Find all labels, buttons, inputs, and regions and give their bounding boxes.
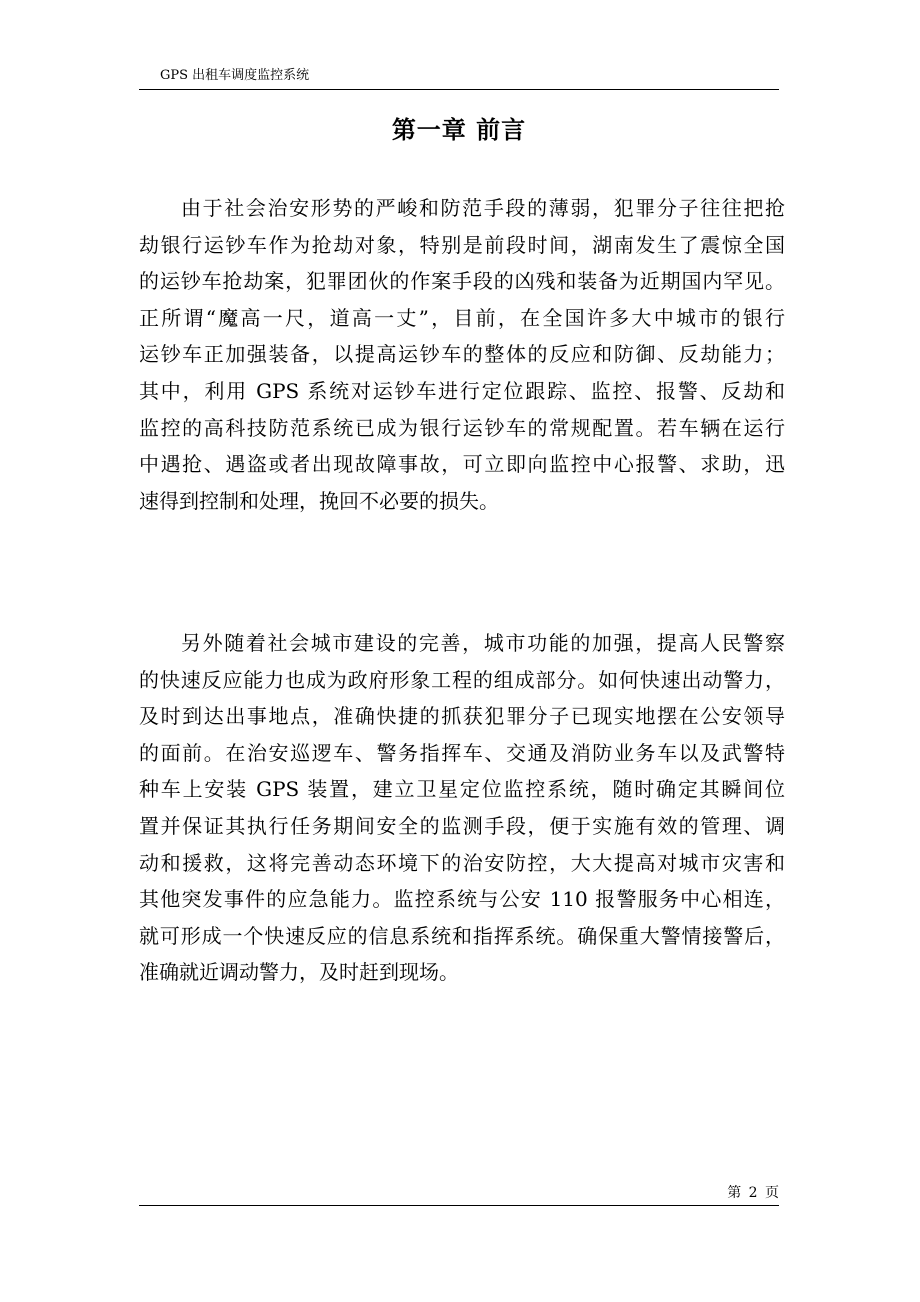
paragraph-line: 其他突发事件的应急能力。监控系统与公安 110 报警服务中心相连，: [139, 887, 785, 912]
paragraph-line: 的运钞车抢劫案，犯罪团伙的作案手段的凶残和装备为近期国内罕见。: [139, 269, 785, 294]
paragraph-line: 置并保证其执行任务期间安全的监测手段，便于实施有效的管理、调: [139, 813, 785, 838]
paragraph-line: 中遇抢、遇盗或者出现故障事故，可立即向监控中心报警、求助，迅: [139, 452, 785, 477]
paragraph-line: 速得到控制和处理，挽回不必要的损失。: [139, 488, 499, 513]
page-number: 第 2 页: [727, 1185, 779, 1201]
paragraph-line: 就可形成一个快速反应的信息系统和指挥系统。确保重大警情接警后，: [139, 923, 785, 948]
chapter-title: 第一章 前言: [391, 116, 527, 144]
paragraph-line: 运钞车正加强装备，以提高运钞车的整体的反应和防御、反劫能力；: [139, 342, 785, 367]
footer-divider: [139, 1205, 779, 1206]
paragraph-line: 准确就近调动警力，及时赶到现场。: [139, 960, 459, 985]
running-header: GPS 出租车调度监控系统: [160, 68, 310, 83]
paragraph-line: 的面前。在治安巡逻车、警务指挥车、交通及消防业务车以及武警特: [139, 740, 785, 765]
header-divider: [139, 89, 779, 90]
paragraph-line: 及时到达出事地点，准确快捷的抓获犯罪分子已现实地摆在公安领导: [139, 704, 785, 729]
paragraph-line: 由于社会治安形势的严峻和防范手段的薄弱，犯罪分子往往把抢: [181, 196, 785, 220]
paragraph-2: [139, 625, 785, 991]
paragraph-line: 的快速反应能力也成为政府形象工程的组成部分。如何快速出动警力，: [139, 667, 785, 692]
paragraph-line: 劫银行运钞车作为抢劫对象，特别是前段时间，湖南发生了震惊全国: [139, 232, 785, 257]
paragraph-line: 另外随着社会城市建设的完善，城市功能的加强，提高人民警察: [181, 631, 785, 655]
paragraph-line: 其中，利用 GPS 系统对运钞车进行定位跟踪、监控、报警、反劫和: [139, 378, 785, 403]
paragraph-line: 动和援救，这将完善动态环境下的治安防控，大大提高对城市灾害和: [139, 850, 785, 875]
paragraph-1: [139, 190, 785, 519]
paragraph-line: 正所谓“魔高一尺，道高一丈”，目前，在全国许多大中城市的银行: [139, 305, 785, 330]
paragraph-line: 监控的高科技防范系统已成为银行运钞车的常规配置。若车辆在运行: [139, 415, 785, 440]
paragraph-line: 种车上安装 GPS 装置，建立卫星定位监控系统，随时确定其瞬间位: [139, 777, 785, 802]
